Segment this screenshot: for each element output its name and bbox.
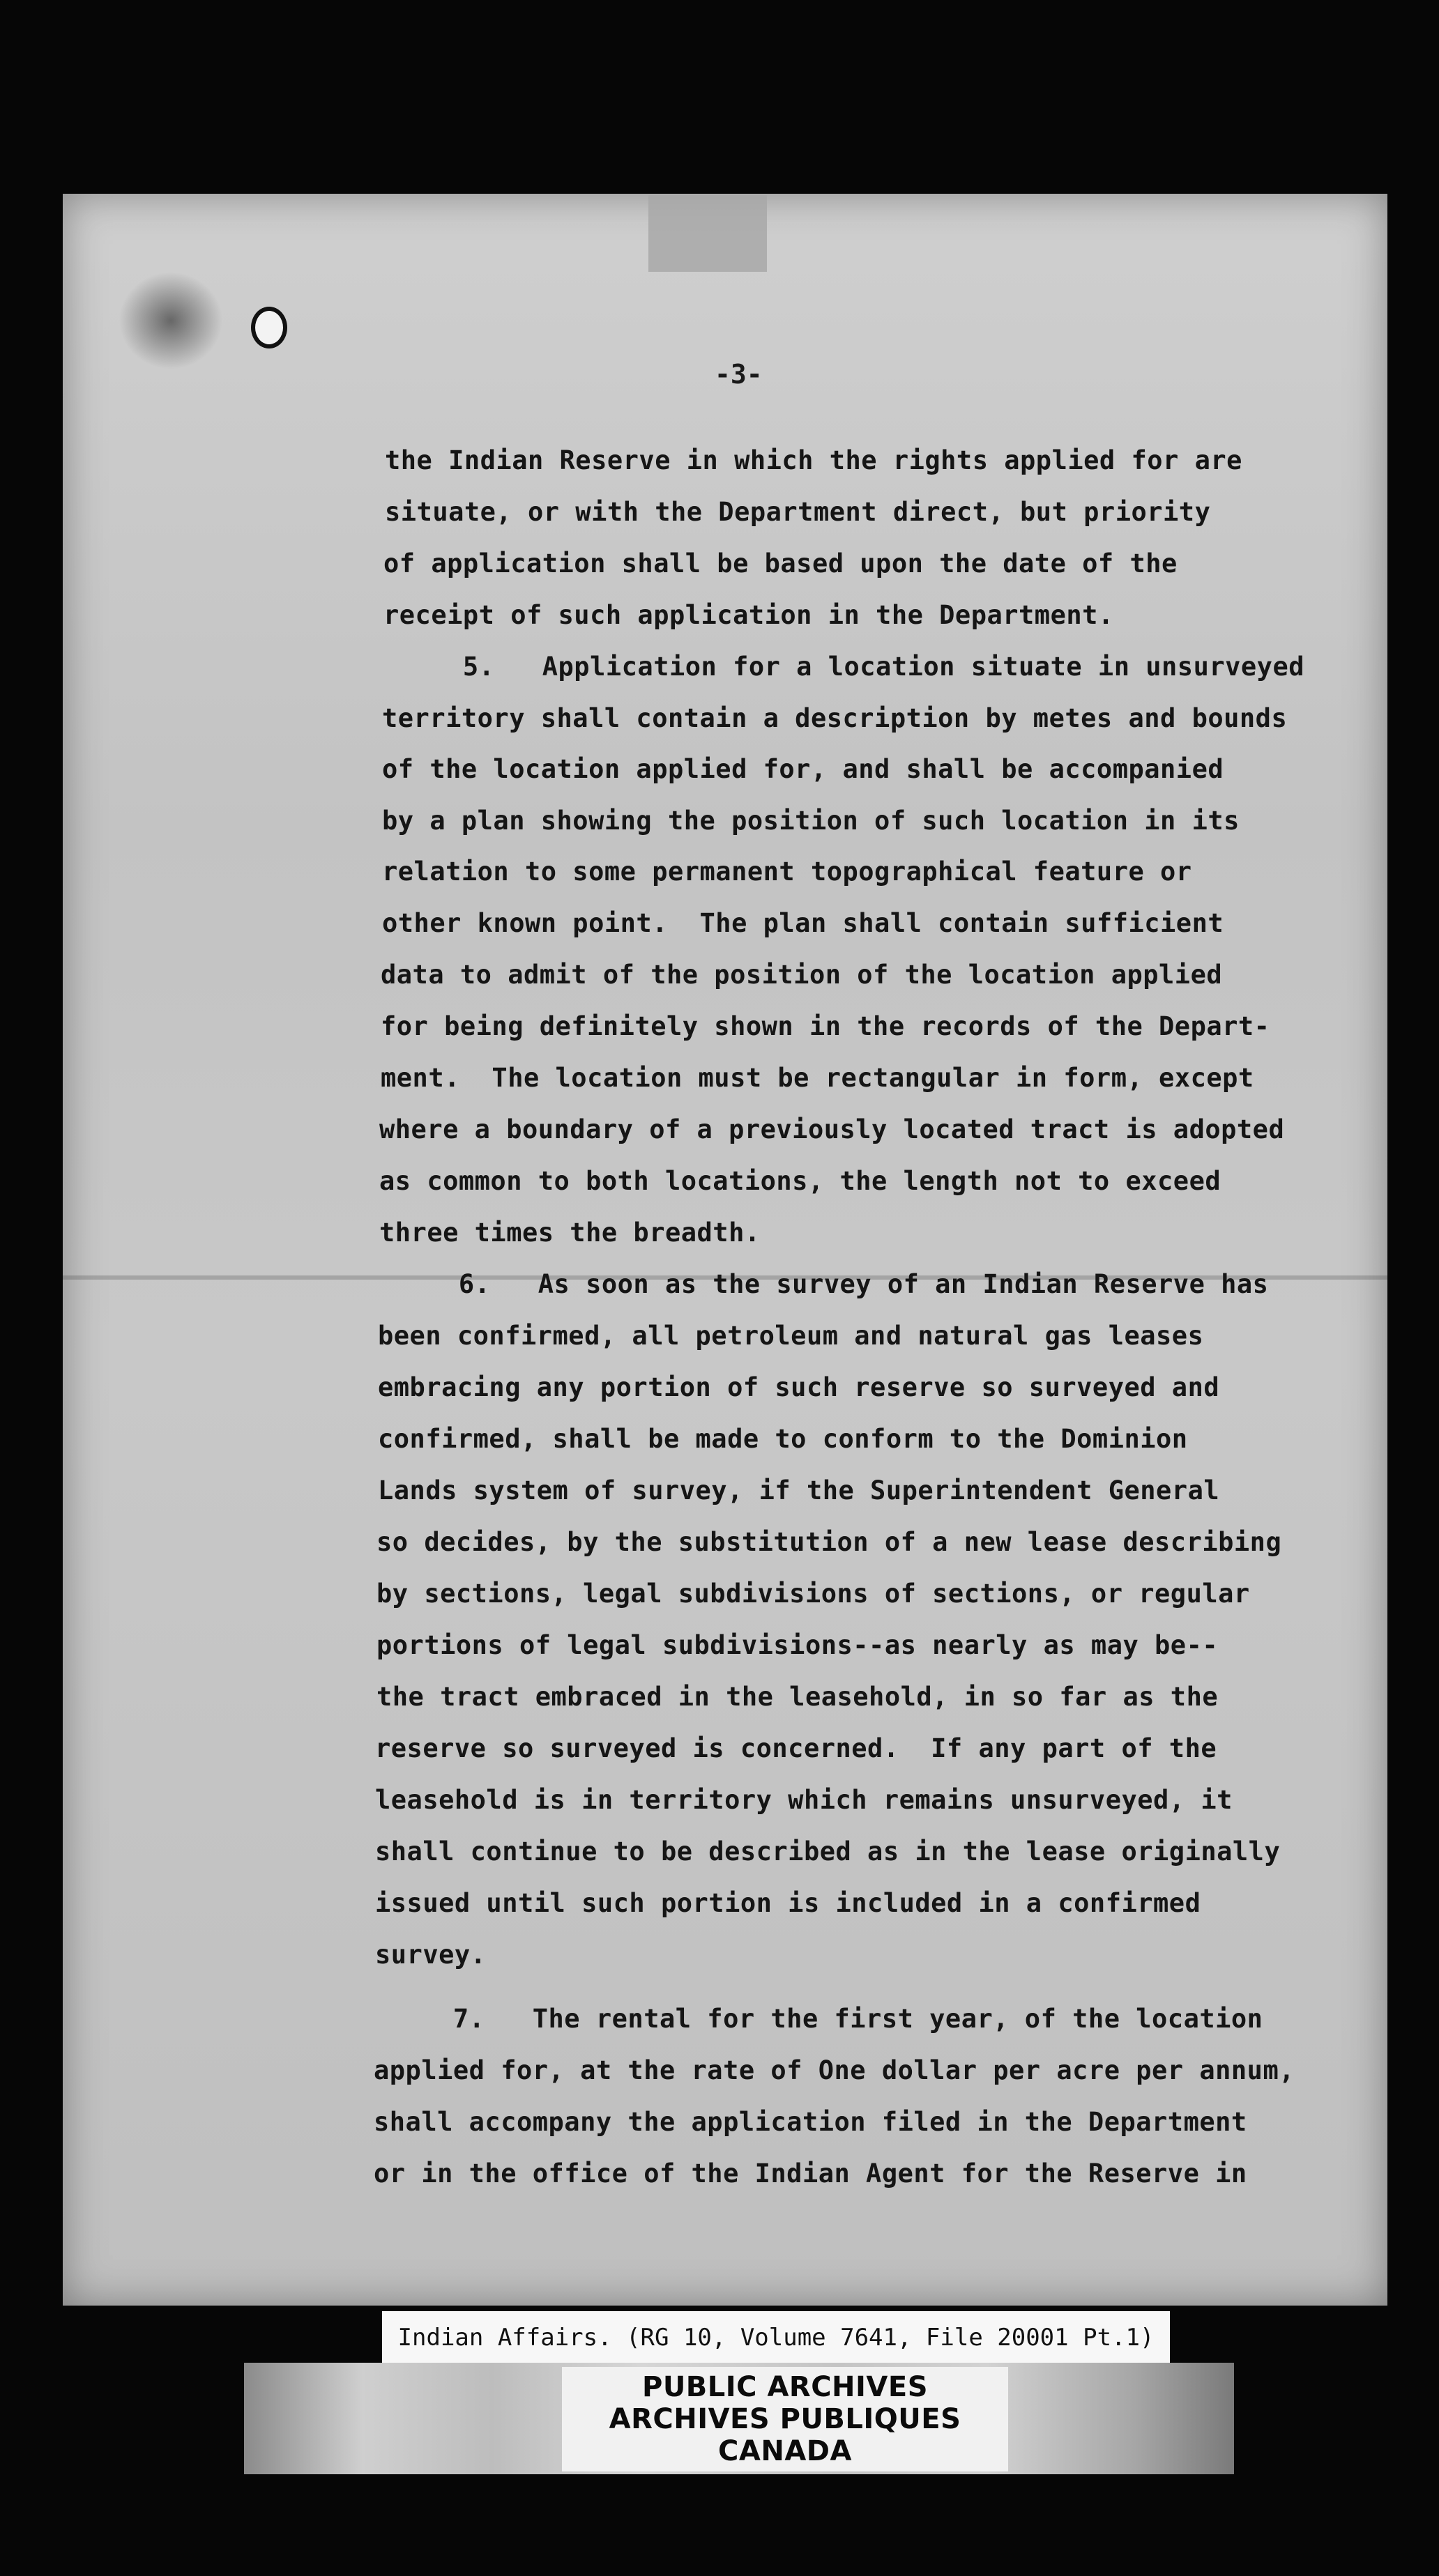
stamp-line: ARCHIVES PUBLIQUES — [609, 2403, 961, 2435]
text-line: or in the office of the Indian Agent for the Reserve in — [374, 2159, 1247, 2188]
tape-strip — [648, 195, 767, 272]
text-line: 5. Application for a location situate in unsurveyed — [383, 652, 1305, 682]
text-line: territory shall contain a description by metes and bounds — [382, 703, 1288, 733]
text-line: three times the breadth. — [379, 1218, 761, 1248]
text-line: for being definitely shown in the records of the Depart- — [381, 1011, 1270, 1041]
text-line: as common to both locations, the length not to exceed — [379, 1166, 1221, 1196]
text-line: receipt of such application in the Department. — [383, 600, 1114, 630]
text-line: embracing any portion of such reserve so surveyed and — [378, 1372, 1220, 1402]
text-line: shall continue to be described as in the lease originally — [375, 1837, 1281, 1866]
text-line: issued until such portion is included in a confirmed — [375, 1888, 1201, 1918]
text-line: applied for, at the rate of One dollar per acre per annum, — [374, 2055, 1295, 2085]
text-line: situate, or with the Department direct, but priority — [385, 497, 1211, 527]
text-line: so decides, by the substitution of a new lease describing — [376, 1527, 1282, 1557]
text-line: confirmed, shall be made to conform to the Dominion — [378, 1424, 1188, 1454]
stamp-line: PUBLIC ARCHIVES — [642, 2371, 928, 2403]
text-line: by sections, legal subdivisions of sections, or regular — [376, 1579, 1250, 1609]
text-line: shall accompany the application filed in the Department — [374, 2107, 1247, 2137]
stamp-line: CANADA — [718, 2435, 852, 2467]
archive-caption: Indian Affairs. (RG 10, Volume 7641, File 20001 Pt.1) — [382, 2311, 1170, 2364]
text-line: where a boundary of a previously located tract is adopted — [379, 1114, 1285, 1144]
text-line: portions of legal subdivisions--as nearly as may be-- — [376, 1630, 1219, 1660]
text-line: data to admit of the position of the location applied — [381, 960, 1223, 990]
text-line: the Indian Reserve in which the rights applied for are — [385, 445, 1242, 475]
text-line: been confirmed, all petroleum and natural gas leases — [378, 1321, 1204, 1351]
text-line: of application shall be based upon the date of the — [383, 549, 1178, 578]
text-line: the tract embraced in the leasehold, in so far as the — [376, 1682, 1219, 1712]
text-line: relation to some permanent topographical feature or — [382, 857, 1192, 887]
text-line: survey. — [375, 1940, 487, 1970]
text-line: leasehold is in territory which remains unsurveyed, it — [375, 1785, 1233, 1815]
smudge-mark — [119, 272, 223, 369]
text-line: other known point. The plan shall contain sufficient — [382, 908, 1224, 938]
text-line: 6. As soon as the survey of an Indian Reserve has — [379, 1269, 1269, 1299]
text-line: by a plan showing the position of such location in its — [382, 806, 1240, 836]
page-number: -3- — [715, 359, 763, 390]
text-line: Lands system of survey, if the Superintendent General — [378, 1475, 1220, 1505]
punch-hole — [251, 307, 287, 348]
text-line: of the location applied for, and shall be accompanied — [382, 754, 1224, 784]
text-line: reserve so surveyed is concerned. If any part of the — [375, 1733, 1217, 1763]
text-line: 7. The rental for the first year, of the location — [374, 2004, 1263, 2034]
archive-stamp — [562, 2367, 1008, 2471]
text-line: ment. The location must be rectangular in form, except — [381, 1063, 1254, 1093]
